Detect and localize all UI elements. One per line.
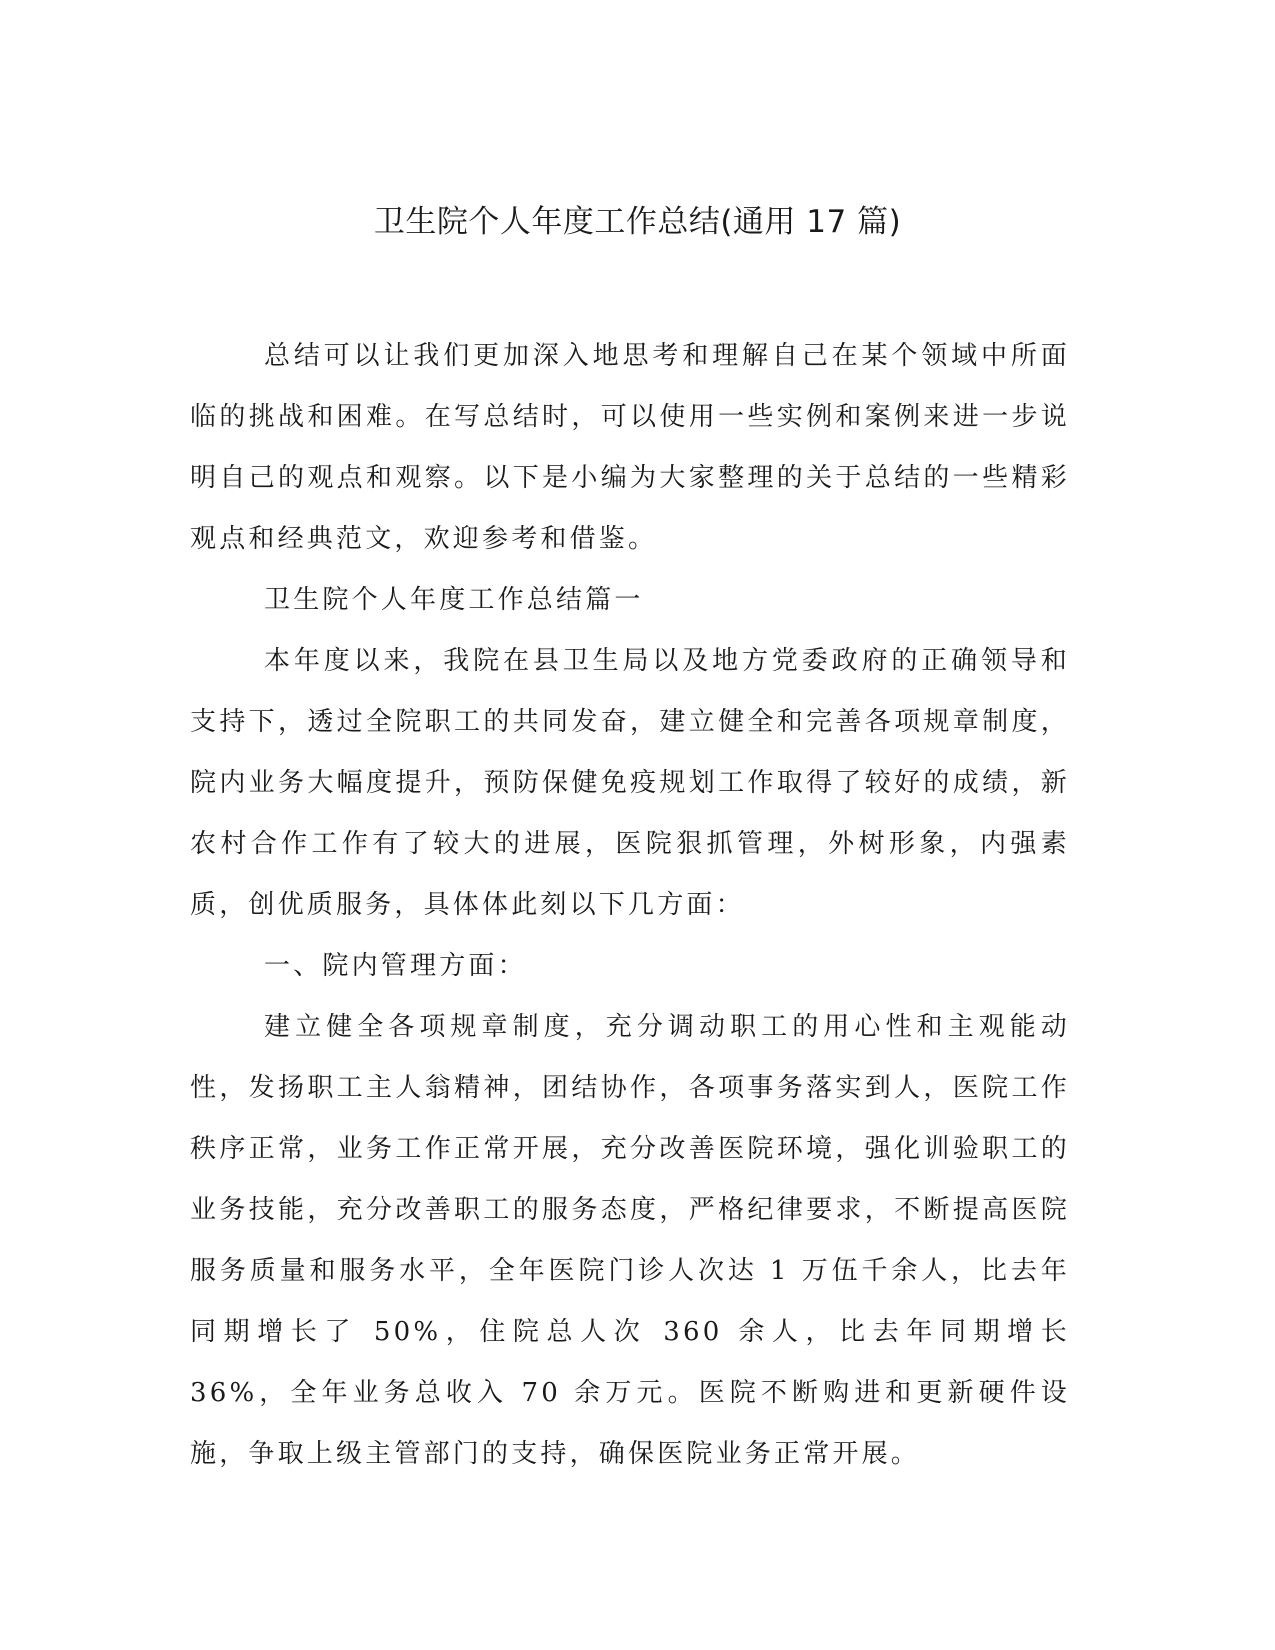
- overview-paragraph: 本年度以来，我院在县卫生局以及地方党委政府的正确领导和支持下，透过全院职工的共同发奋，建立健全和完善各项规章制度，院内业务大幅度提升，预防保健免疫规划工作取得了较好的成绩，新农村合作工作有了较大的进展，医院狠抓管理，外树形象，内强素质，创优质服务，具体体此刻以下几方面：: [190, 646, 1070, 920]
- subsection-heading-management: 一、院内管理方面：: [264, 951, 527, 981]
- section-heading-part-one: 卫生院个人年度工作总结篇一: [264, 585, 644, 615]
- intro-paragraph: 总结可以让我们更加深入地思考和理解自己在某个领域中所面临的挑战和困难。在写总结时，可以使用一些实例和案例来进一步说明自己的观点和观察。以下是小编为大家整理的关于总结的一些精彩观点和经典范文，欢迎参考和借鉴。: [190, 341, 1070, 554]
- document-title: 卫生院个人年度工作总结(通用 17 篇): [373, 204, 902, 240]
- document-body: [190, 326, 1070, 1485]
- management-paragraph: 建立健全各项规章制度，充分调动职工的用心性和主观能动性，发扬职工主人翁精神，团结协作，各项事务落实到人，医院工作秩序正常，业务工作正常开展，充分改善医院环境，强化训验职工的业务技能，充分改善职工的服务态度，严格纪律要求，不断提高医院服务质量和服务水平，全年医院门诊人次达 1 万伍千余人，比去年同期增长了 50%，住院总人次 360 余人，比去年同期增长 36%，全年业务总收入 70 余万元。医院不断购进和更新硬件设施，争取上级主管部门的支持，确保医院业务正常开展。: [190, 1012, 1070, 1469]
